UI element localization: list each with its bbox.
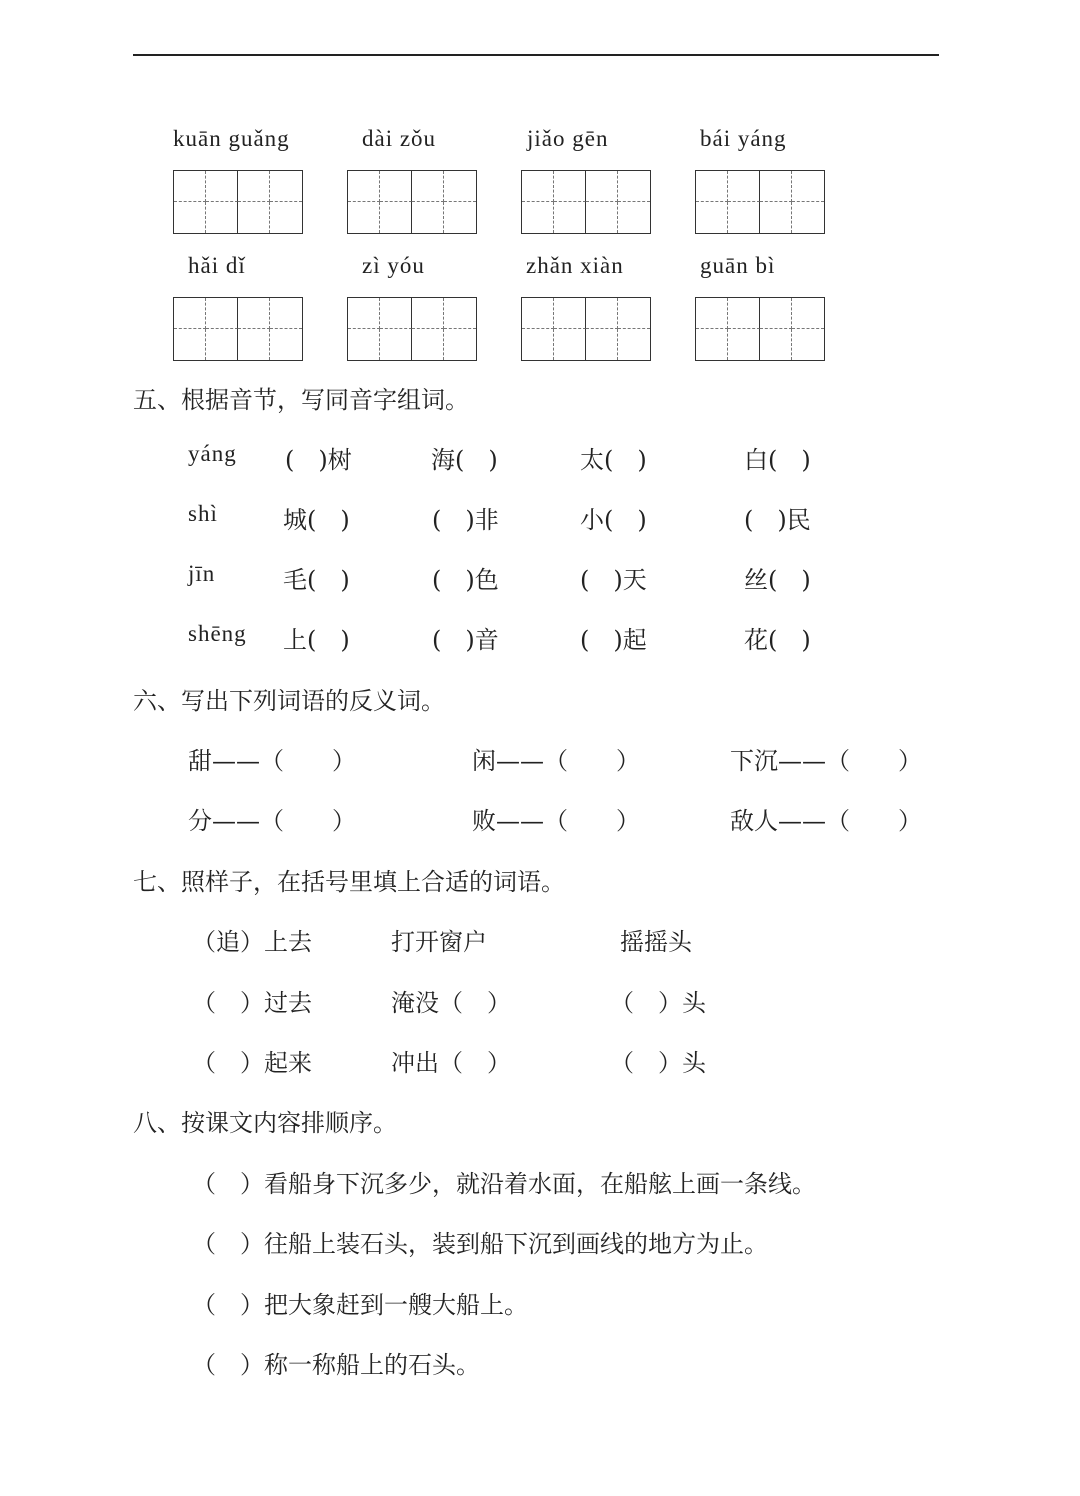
- pinyin-label: jiǎo gēn: [527, 126, 609, 151]
- pattern-item[interactable]: 淹没（ ）: [391, 989, 511, 1017]
- fill-item[interactable]: 海( ): [431, 446, 498, 474]
- section-8-title: 八、按课文内容排顺序。: [133, 1109, 397, 1137]
- writing-grid[interactable]: [347, 297, 477, 361]
- section-7-title: 七、照样子，在括号里填上合适的词语。: [133, 868, 565, 896]
- pinyin-label: dài zǒu: [362, 126, 437, 151]
- pinyin-label: hǎi dǐ: [188, 253, 246, 278]
- pattern-item: 打开窗户: [391, 928, 487, 956]
- fill-item[interactable]: 毛( ): [283, 566, 350, 594]
- row-pinyin: shēng: [188, 621, 247, 646]
- fill-item[interactable]: 白( ): [744, 446, 811, 474]
- row-pinyin: yáng: [188, 441, 237, 466]
- writing-grid[interactable]: [695, 297, 825, 361]
- pattern-item[interactable]: （ ）过去: [192, 989, 312, 1017]
- pattern-item: （追）上去: [192, 928, 312, 956]
- order-item[interactable]: （ ）称一称船上的石头。: [192, 1351, 480, 1379]
- fill-item[interactable]: 上( ): [283, 626, 350, 654]
- top-rule: [133, 54, 939, 56]
- pattern-item[interactable]: （ ）起来: [192, 1049, 312, 1077]
- fill-item[interactable]: 花( ): [744, 626, 811, 654]
- fill-item[interactable]: ( )色: [432, 566, 499, 594]
- fill-item[interactable]: ( )树: [285, 446, 352, 474]
- pattern-item[interactable]: （ ）头: [610, 989, 706, 1017]
- fill-item[interactable]: 城( ): [283, 506, 350, 534]
- pinyin-label: bái yáng: [700, 126, 787, 151]
- section-6-title: 六、写出下列词语的反义词。: [133, 687, 445, 715]
- pattern-item[interactable]: （ ）头: [610, 1049, 706, 1077]
- antonym-item[interactable]: 败——（ ）: [472, 807, 640, 835]
- fill-item[interactable]: ( )天: [580, 566, 647, 594]
- order-item[interactable]: （ ）把大象赶到一艘大船上。: [192, 1291, 528, 1319]
- fill-item[interactable]: 小( ): [580, 506, 647, 534]
- antonym-item[interactable]: 闲——（ ）: [472, 747, 640, 775]
- order-item[interactable]: （ ）看船身下沉多少，就沿着水面，在船舷上画一条线。: [192, 1170, 816, 1198]
- section-5-title: 五、根据音节，写同音字组词。: [133, 386, 469, 414]
- row-pinyin: shì: [188, 501, 218, 526]
- writing-grid[interactable]: [521, 297, 651, 361]
- writing-grid[interactable]: [173, 170, 303, 234]
- row-pinyin: jīn: [188, 561, 216, 586]
- pattern-item: 摇摇头: [620, 928, 692, 956]
- writing-grid[interactable]: [521, 170, 651, 234]
- antonym-item[interactable]: 分——（ ）: [188, 807, 356, 835]
- pinyin-label: zhǎn xiàn: [526, 253, 624, 278]
- antonym-item[interactable]: 敌人——（ ）: [730, 807, 922, 835]
- writing-grid[interactable]: [695, 170, 825, 234]
- pattern-item[interactable]: 冲出（ ）: [391, 1049, 511, 1077]
- pinyin-label: guān bì: [700, 253, 776, 278]
- fill-item[interactable]: 太( ): [580, 446, 647, 474]
- fill-item[interactable]: ( )音: [432, 626, 499, 654]
- pinyin-label: kuān guǎng: [173, 126, 290, 151]
- fill-item[interactable]: ( )民: [744, 506, 811, 534]
- writing-grid[interactable]: [173, 297, 303, 361]
- writing-grid[interactable]: [347, 170, 477, 234]
- antonym-item[interactable]: 甜——（ ）: [188, 747, 356, 775]
- antonym-item[interactable]: 下沉——（ ）: [730, 747, 922, 775]
- fill-item[interactable]: ( )非: [432, 506, 499, 534]
- fill-item[interactable]: ( )起: [580, 626, 647, 654]
- pinyin-label: zì yóu: [362, 253, 425, 278]
- order-item[interactable]: （ ）往船上装石头，装到船下沉到画线的地方为止。: [192, 1230, 768, 1258]
- fill-item[interactable]: 丝( ): [744, 566, 811, 594]
